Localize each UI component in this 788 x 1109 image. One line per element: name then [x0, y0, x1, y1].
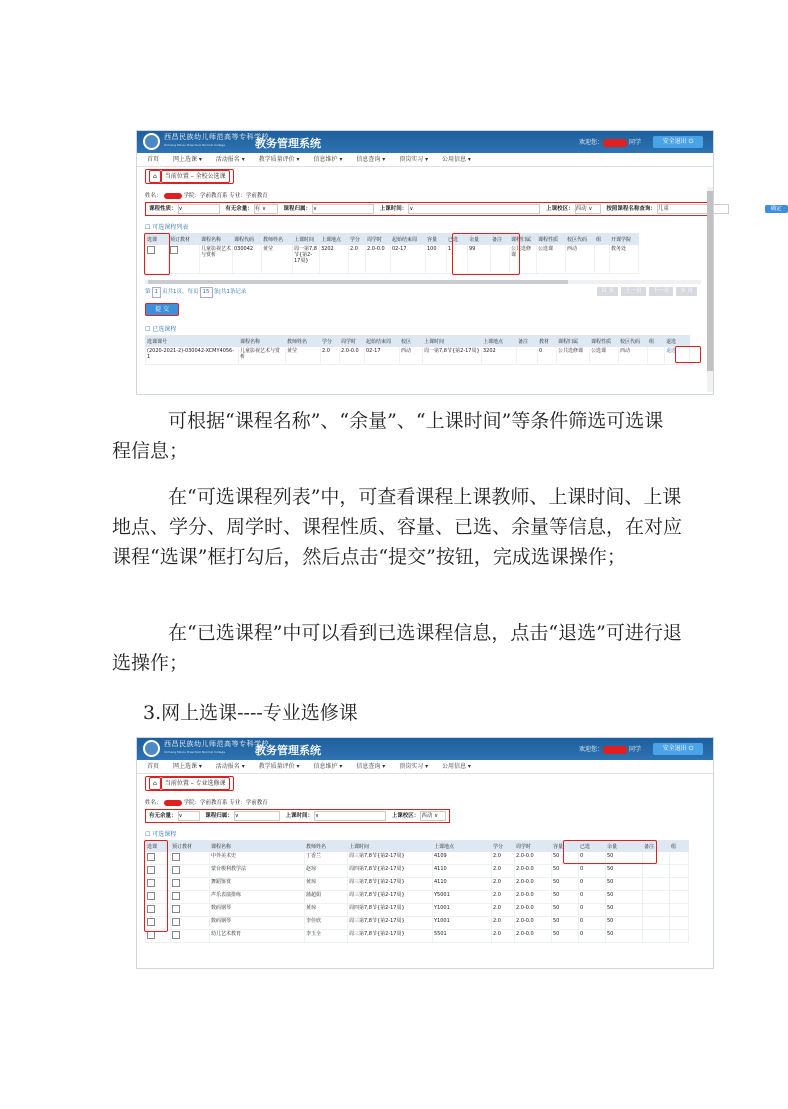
menu-item-activity-signup[interactable]: 活动报名 ▾: [215, 156, 245, 163]
column-header: 备注: [643, 841, 670, 852]
breadcrumb-2: ⌂当前位置 – 专业选修课: [145, 776, 713, 787]
column-header: 周学时: [340, 336, 365, 347]
table-cell: 2.0: [492, 865, 515, 878]
table-cell: 100: [426, 245, 447, 274]
page-size-input[interactable]: 15: [200, 287, 213, 298]
table-cell: 公选课: [537, 245, 566, 274]
table-cell: 50: [606, 852, 643, 865]
checkbox[interactable]: [147, 931, 155, 939]
table-cell: [670, 878, 689, 891]
table-cell: 030042: [233, 245, 262, 274]
column-header: 起始结束周: [365, 336, 400, 347]
vertical-scrollbar[interactable]: [707, 187, 713, 392]
column-header: 上课地点: [482, 336, 517, 347]
table-cell[interactable]: [171, 930, 210, 943]
column-header: 校区: [400, 336, 423, 347]
checkbox[interactable]: [172, 866, 180, 874]
last-page-button[interactable]: 末 页: [676, 287, 697, 296]
category-select[interactable]: ∨: [234, 811, 280, 821]
table-cell: 0: [579, 878, 606, 891]
pager: 第 1 页共1页，每页 15 条|共1条记录 首 页 上一页 下一页 末 页: [145, 287, 713, 296]
column-header: 学分: [321, 336, 340, 347]
table-cell: 西动: [566, 245, 595, 274]
column-header: 课程归属: [557, 336, 590, 347]
table-cell: 周一第7,8节{第2-17周}: [423, 347, 482, 365]
home-icon: ⌂: [149, 777, 161, 790]
table-row: [146, 347, 690, 365]
table-cell: 周四第7,8节{第2-17周}: [348, 904, 433, 917]
selected-courses-table: [145, 335, 690, 365]
table-cell: 2.0-0.0: [515, 865, 552, 878]
table-cell: [670, 904, 689, 917]
table-cell: [643, 917, 670, 930]
table-cell[interactable]: [171, 878, 210, 891]
logout-button[interactable]: 安全退出 ⏻: [653, 743, 703, 755]
table-cell: 4110: [433, 878, 492, 891]
table-cell: [517, 347, 538, 365]
table-cell: 50: [606, 865, 643, 878]
table-cell[interactable]: [171, 865, 210, 878]
has-remaining-select[interactable]: 有 ∨: [254, 204, 278, 214]
menu-item-online-selection[interactable]: 网上选课 ▾: [172, 763, 202, 770]
table-cell: 50: [552, 865, 579, 878]
table-cell: 黄琼: [305, 878, 348, 891]
highlight-capacity-columns: [563, 840, 657, 864]
menu-item-public-info[interactable]: 公用信息 ▾: [442, 156, 471, 163]
table-header-row: [146, 234, 639, 245]
table-cell: 0: [579, 917, 606, 930]
table-cell: 声乐表演排练: [210, 891, 305, 904]
table-cell: 1: [447, 245, 468, 274]
menu-item-info-maintenance[interactable]: 信息维护 ▾: [313, 763, 343, 770]
column-header: 容量: [552, 841, 579, 852]
column-header: 周学时: [366, 234, 391, 245]
table-cell: 2.0-0.0: [515, 878, 552, 891]
table-cell: 中外美术史: [210, 852, 305, 865]
filter-bar: 课程性质：∨ 有无余量： 有 ∨ 课程归属：∨ 上课时间：∨ 上课校区： 西动 ∨ 按照课程名称查询： 儿童 确定: [145, 202, 713, 216]
table-cell: 50: [552, 878, 579, 891]
column-header: 组: [595, 234, 610, 245]
submit-button[interactable]: 提 交: [145, 303, 179, 316]
school-logo-icon: [143, 133, 160, 150]
prev-page-button[interactable]: 上一页: [621, 287, 646, 296]
table-cell: 3202: [482, 347, 517, 365]
table-cell: 西动: [619, 347, 648, 365]
table-cell: 周三第7,8节{第2-17周}: [348, 930, 433, 943]
checkbox[interactable]: [172, 853, 180, 861]
table-cell: 舞蹈鉴赏: [210, 878, 305, 891]
table-cell: 0: [579, 852, 606, 865]
column-header: 教师姓名: [262, 234, 293, 245]
filter-bar-2: 有无余量：∨ 课程归属：∨ 上课时间：∨ 上课校区： 西动 ∨: [145, 809, 450, 823]
column-header: 课程性质: [590, 336, 619, 347]
column-header: 上课时间: [348, 841, 433, 852]
redacted-username: [603, 139, 627, 147]
column-header: 起始结束周: [391, 234, 426, 245]
table-cell: [670, 865, 689, 878]
table-cell: 赵琼: [305, 865, 348, 878]
column-header: 已选: [579, 841, 606, 852]
table-cell: 李佳欣: [305, 917, 348, 930]
school-name-cn: 西昌民族幼儿师范高等专科学校: [164, 133, 269, 141]
table-cell: 李玉全: [305, 930, 348, 943]
selected-courses-title: ☐ 已选课程: [145, 326, 177, 333]
menu-item-teaching-evaluation[interactable]: 教学质量评价 ▾: [258, 763, 300, 770]
breadcrumb: ⌂当前位置 – 全校公选课: [145, 169, 713, 180]
table-cell: 2.0-0.0: [515, 904, 552, 917]
column-header: 课程性质: [537, 234, 566, 245]
table-cell: 2.0-0.0: [340, 347, 365, 365]
table-cell: [643, 930, 670, 943]
column-header: 开课学院: [610, 234, 639, 245]
column-header: 教材: [538, 336, 557, 347]
school-name-en: Xichang Minzu Preschool Normal College: [164, 750, 226, 754]
table-cell: 教务处: [610, 245, 639, 274]
student-info-2: 姓名： 学院：学前教育系 专业：学前教育: [145, 800, 268, 806]
menu-item-info-query[interactable]: 信息查询 ▾: [356, 156, 386, 163]
menu-item-activity-signup[interactable]: 活动报名 ▾: [215, 763, 245, 770]
menu-item-info-query[interactable]: 信息查询 ▾: [356, 763, 386, 770]
table-cell: 黄莹: [286, 347, 321, 365]
menu-item-home[interactable]: 首页: [147, 763, 160, 770]
table-cell[interactable]: [171, 917, 210, 930]
table-cell: 50: [606, 930, 643, 943]
highlight-capacity-columns: [452, 233, 520, 275]
table-cell: 数码钢琴: [210, 904, 305, 917]
table-cell: Y5001: [433, 891, 492, 904]
course-name-search-input[interactable]: 儿童: [657, 204, 729, 214]
screenshot-major-elective: [136, 737, 714, 969]
table-cell: 50: [552, 891, 579, 904]
table-cell: 周三第7,8节{第2-17周}: [348, 852, 433, 865]
main-menu: [137, 153, 713, 167]
column-header: 容量: [426, 234, 447, 245]
table-row: [146, 917, 689, 930]
table-cell: 5501: [433, 930, 492, 943]
table-row: [146, 891, 689, 904]
table-cell: 50: [606, 878, 643, 891]
column-header: 选课: [146, 841, 171, 852]
table-cell: 周三第7,8节{第2-17周}: [348, 917, 433, 930]
column-header: 上课地点: [433, 841, 492, 852]
screenshot-public-elective: [136, 130, 782, 395]
table-cell: 50: [606, 904, 643, 917]
menu-item-teaching-evaluation[interactable]: 教学质量评价 ▾: [258, 156, 300, 163]
table-cell: 周一第7,8节{第2-17周}: [293, 245, 320, 274]
table-cell: 4110: [433, 865, 492, 878]
page-number-input[interactable]: 1: [152, 287, 162, 298]
menu-item-internship[interactable]: 顶岗实习 ▾: [399, 763, 429, 770]
redacted-name: [164, 800, 182, 806]
table-cell: 2.0-0.0: [515, 930, 552, 943]
table-cell: 2.0: [492, 930, 515, 943]
column-header: 上课地点: [320, 234, 349, 245]
campus-select[interactable]: 西动 ∨: [420, 811, 446, 821]
table-cell: 2.0: [321, 347, 340, 365]
school-name-cn: 西昌民族幼儿师范高等专科学校: [164, 740, 269, 748]
table-header-row: [146, 336, 690, 347]
paragraph-select: 在“可选课程列表”中，可查看课程上课教师、上课时间、上课地点、学分、周学时、课程性质、容量、已选、余量等信息，在对应课程“选课”框打勾后，然后点击“提交”按钮，完成选课操作；: [112, 486, 683, 568]
table-row: [146, 904, 689, 917]
table-cell: 0: [579, 891, 606, 904]
table-cell[interactable]: [169, 245, 200, 274]
table-cell: [670, 930, 689, 943]
paragraph-withdraw: 在“已选课程”中可以看到已选课程信息，点击“退选”可进行退选操作；: [112, 622, 682, 674]
welcome-text: 欢迎您： 同学: [578, 746, 641, 753]
column-header: 上课时间: [423, 336, 482, 347]
school-name-en: Xichang Minzu Preschool Normal College: [164, 143, 226, 147]
table-cell: 99: [468, 245, 491, 274]
confirm-button[interactable]: 确定: [765, 205, 788, 213]
table-cell: 50: [606, 917, 643, 930]
menu-item-public-info[interactable]: 公用信息 ▾: [442, 763, 471, 770]
table-cell: 黄琼: [305, 904, 348, 917]
column-header: 选课课号: [146, 336, 239, 347]
checkbox[interactable]: [172, 918, 180, 926]
table-cell: 黄莹: [262, 245, 293, 274]
table-cell: 50: [552, 917, 579, 930]
table-cell: Y1001: [433, 904, 492, 917]
section-heading: 3.网上选课----专业选修课: [143, 702, 358, 724]
table-cell: 2.0: [492, 917, 515, 930]
table-row: [146, 878, 689, 891]
table-cell: Y1001: [433, 917, 492, 930]
table-cell: 数码钢琴: [210, 917, 305, 930]
time-select[interactable]: ∨: [408, 204, 540, 214]
column-header: 组: [648, 336, 665, 347]
column-header: 上课时间: [293, 234, 320, 245]
table-cell: 公共选修课: [510, 245, 537, 274]
table-cell: 周三第7,8节{第2-17周}: [348, 878, 433, 891]
first-page-button[interactable]: 首 页: [597, 287, 618, 296]
category-select[interactable]: ∨: [312, 204, 374, 214]
system-title: 教务管理系统: [255, 137, 321, 150]
column-header: 教师姓名: [305, 841, 348, 852]
table-cell: 西动: [400, 347, 423, 365]
column-header: 退选: [665, 336, 690, 347]
table-cell: 0: [579, 930, 606, 943]
column-header: 周学时: [515, 841, 552, 852]
checkbox[interactable]: [172, 931, 180, 939]
column-header: 课程代码: [233, 234, 262, 245]
table-cell: [643, 878, 670, 891]
next-page-button[interactable]: 下一页: [649, 287, 674, 296]
table-row: [146, 245, 639, 274]
table-cell: 周三第7,8节{第2-17周}: [348, 891, 433, 904]
table-cell: 周四第7,8节{第2-17周}: [348, 865, 433, 878]
checkbox[interactable]: [172, 905, 180, 913]
system-title: 教务管理系统: [255, 744, 321, 757]
table-row: [146, 930, 689, 943]
table-cell: 2.0: [492, 904, 515, 917]
table-cell: 儿童影视艺术与赏析: [200, 245, 233, 274]
horizontal-scrollbar[interactable]: [145, 280, 701, 284]
table-cell: [648, 347, 665, 365]
table-cell[interactable]: [171, 852, 210, 865]
column-header: 校区代码: [566, 234, 595, 245]
paragraph-filter: 可根据“课程名称”、“余量”、“上课时间”等条件筛选可选课程信息；: [112, 410, 664, 462]
column-header: 学分: [349, 234, 366, 245]
table-cell: 丁香兰: [305, 852, 348, 865]
column-header: 课程名称: [200, 234, 233, 245]
table-cell: [643, 891, 670, 904]
table-cell: 2.0-0.0: [515, 852, 552, 865]
table-cell: (2020-2021-2)-030042-XCMY4056-1: [146, 347, 239, 365]
table-cell: 0: [538, 347, 557, 365]
column-header: 余量: [468, 234, 491, 245]
column-header: 选课: [146, 234, 169, 245]
welcome-text: 欢迎您： 同学: [578, 139, 641, 146]
logout-button[interactable]: 安全退出 ⏻: [653, 136, 703, 148]
table-cell: 02-17: [365, 347, 400, 365]
available-courses-table: [145, 233, 639, 274]
column-header: 备注: [517, 336, 538, 347]
campus-select[interactable]: 西动 ∨: [575, 204, 601, 214]
table-cell: 2.0: [492, 891, 515, 904]
column-header: 课程名称: [239, 336, 286, 347]
table-cell: 50: [552, 852, 579, 865]
column-header: 组: [670, 841, 689, 852]
table-cell: 50: [606, 891, 643, 904]
column-header: 预订教材: [169, 234, 200, 245]
table-cell[interactable]: [171, 891, 210, 904]
student-info: 姓名： 学院：学前教育系 专业：学前教育: [145, 193, 268, 199]
table-cell: 2.0-0.0: [515, 891, 552, 904]
table-cell: 公选课: [590, 347, 619, 365]
table-cell: 2.0-0.0: [366, 245, 391, 274]
main-menu-2: [137, 760, 713, 774]
course-type-select[interactable]: ∨: [178, 204, 220, 214]
system-header-2: [137, 738, 713, 760]
has-remaining-select[interactable]: ∨: [178, 811, 200, 821]
table-cell: [670, 917, 689, 930]
table-cell: 2.0: [492, 878, 515, 891]
available-courses-title: ☐ 可选课程列表: [145, 224, 189, 231]
column-header: 课程名称: [210, 841, 305, 852]
table-cell: 50: [552, 930, 579, 943]
table-cell: 3202: [320, 245, 349, 274]
column-header: 学分: [492, 841, 515, 852]
table-cell: [595, 245, 610, 274]
home-icon: ⌂: [149, 170, 161, 183]
table-cell: 50: [552, 904, 579, 917]
menu-item-info-maintenance[interactable]: 信息维护 ▾: [313, 156, 343, 163]
highlight-withdraw: [675, 346, 701, 363]
column-header: 课程归属: [510, 234, 537, 245]
table-cell: 儿童影视艺术与赏析: [239, 347, 286, 365]
table-cell: [670, 891, 689, 904]
system-header: [137, 131, 713, 153]
column-header: 校区代码: [619, 336, 648, 347]
redacted-username: [603, 746, 627, 754]
table-cell: [643, 865, 670, 878]
time-select[interactable]: ∨: [314, 811, 386, 821]
table-cell: 公共选修课: [557, 347, 590, 365]
redacted-name: [164, 193, 182, 199]
table-cell: [670, 852, 689, 865]
column-header: 备注: [491, 234, 510, 245]
highlight-select-column: [144, 233, 170, 275]
table-row: [146, 865, 689, 878]
checkbox[interactable]: [172, 892, 180, 900]
table-cell: 2.0: [349, 245, 366, 274]
available-courses-title-2: ☐ 可选课程: [145, 831, 177, 838]
table-cell: 2.0-0.0: [515, 917, 552, 930]
table-cell: 幼儿艺术教育: [210, 930, 305, 943]
table-cell: 4109: [433, 852, 492, 865]
table-cell: 2.0: [492, 852, 515, 865]
column-header: 教师姓名: [286, 336, 321, 347]
column-header: 已选: [447, 234, 468, 245]
table-cell: 0: [579, 865, 606, 878]
checkbox[interactable]: [170, 246, 178, 254]
table-cell[interactable]: [171, 904, 210, 917]
table-cell: 蒙台梭利教学法: [210, 865, 305, 878]
column-header: 预订教材: [171, 841, 210, 852]
table-cell: [643, 904, 670, 917]
checkbox[interactable]: [172, 879, 180, 887]
highlight-select-column: [144, 840, 168, 932]
menu-item-internship[interactable]: 顶岗实习 ▾: [399, 156, 429, 163]
table-cell: 02-17: [391, 245, 426, 274]
table-cell: 0: [579, 904, 606, 917]
table-cell: 蒲超娟: [305, 891, 348, 904]
menu-item-home[interactable]: 首页: [147, 156, 160, 163]
withdraw-link[interactable]: 退选: [665, 347, 690, 365]
school-logo-icon: [143, 740, 160, 757]
menu-item-online-selection[interactable]: 网上选课 ▾: [172, 156, 202, 163]
column-header: 余量: [606, 841, 643, 852]
